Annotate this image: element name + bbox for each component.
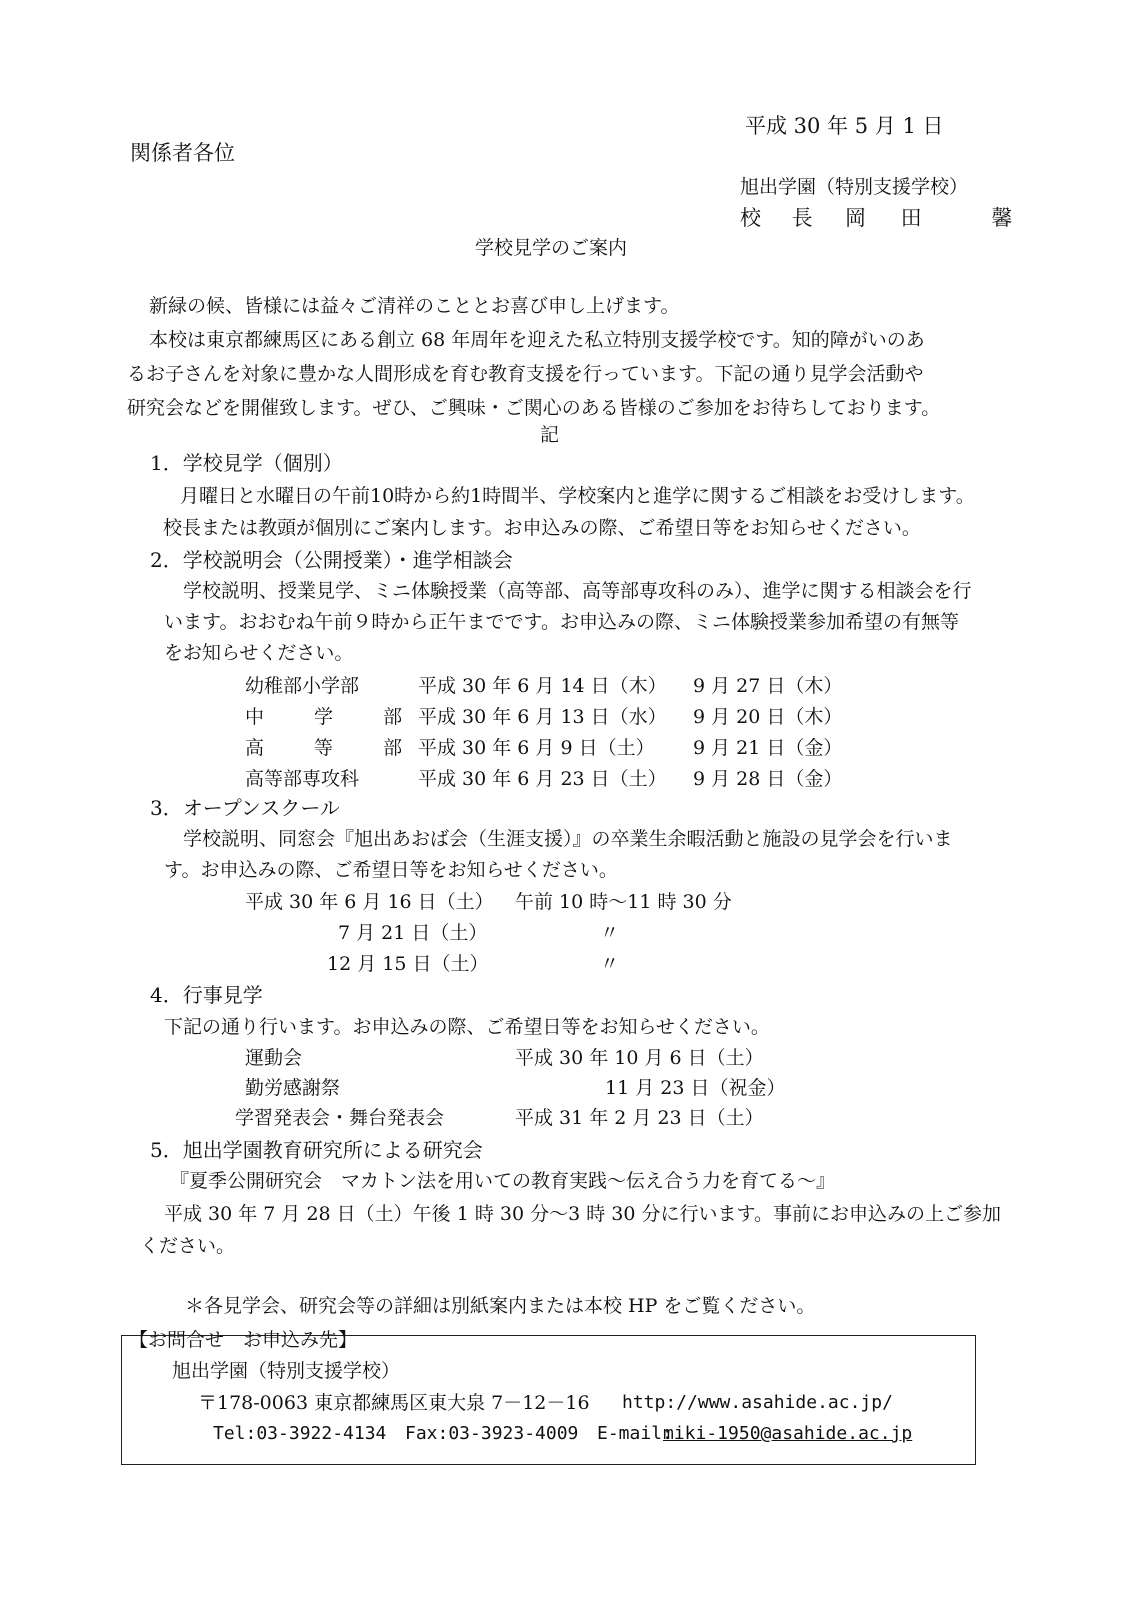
ki-marker: 記 bbox=[540, 424, 560, 446]
section-1-line: 月曜日と水曜日の午前10時から約1時間半、学校案内と進学に関するご相談をお受けします。 bbox=[180, 485, 975, 507]
open-school-date: 平成 30 年 6 月 16 日（土） bbox=[245, 891, 494, 913]
sender-title: 校 長 bbox=[740, 206, 825, 230]
section-3-line: す。お申込みの際、ご希望日等をお知らせください。 bbox=[164, 859, 618, 881]
contact-org: 旭出学園（特別支援学校） bbox=[172, 1360, 401, 1382]
event-date: 11 月 23 日（祝金） bbox=[605, 1077, 786, 1099]
sender-name: 岡 田 馨 bbox=[845, 206, 1027, 230]
section-2-line: 学校説明、授業見学、ミニ体験授業（高等部、高等部専攻科のみ）、進学に関する相談会を行 bbox=[183, 580, 972, 602]
section-2-heading: 2．学校説明会（公開授業）・進学相談会 bbox=[150, 548, 513, 572]
intro-line: るお子さんを対象に豊かな人間形成を育む教育支援を行っています。下記の通り見学会活動や bbox=[127, 363, 924, 385]
section-2-line: をお知らせください。 bbox=[164, 642, 354, 664]
schedule-dept: 中 学 部 bbox=[245, 706, 425, 728]
schedule-date-1: 平成 30 年 6 月 9 日（土） bbox=[418, 737, 655, 759]
schedule-dept: 幼稚部小学部 bbox=[245, 675, 360, 697]
schedule-dept: 高等部専攻科 bbox=[245, 768, 360, 790]
section-1-heading: 1．学校見学（個別） bbox=[150, 451, 343, 475]
greeting: 新緑の候、皆様には益々ご清祥のこととお喜び申し上げます。 bbox=[149, 295, 680, 317]
section-3-line: 学校説明、同窓会『旭出あおば会（生涯支援）』の卒業生余暇活動と施設の見学会を行いま bbox=[183, 828, 953, 850]
section-5-heading: 5．旭出学園教育研究所による研究会 bbox=[150, 1138, 483, 1162]
section-2-line: います。おおむね午前９時から正午までです。お申込みの際、ミニ体験授業参加希望の有無等 bbox=[164, 611, 959, 633]
open-school-date: 7 月 21 日（土） bbox=[338, 922, 488, 944]
letter-date: 平成 30 年 5 月 1 日 bbox=[745, 114, 944, 138]
section-3-heading: 3．オープンスクール bbox=[150, 796, 340, 820]
open-school-date: 12 月 15 日（土） bbox=[327, 953, 489, 975]
section-1-line: 校長または教頭が個別にご案内します。お申込みの際、ご希望日等をお知らせください。 bbox=[163, 517, 921, 539]
schedule-date-1: 平成 30 年 6 月 14 日（木） bbox=[418, 675, 667, 697]
page-title: 学校見学のご案内 bbox=[475, 237, 628, 259]
contact-email[interactable]: miki-1950@asahide.ac.jp bbox=[663, 1423, 913, 1444]
schedule-date-2: 9 月 20 日（木） bbox=[693, 706, 843, 728]
sender-org: 旭出学園（特別支援学校） bbox=[740, 176, 969, 198]
contact-heading: 【お問合せ お申込み先】 bbox=[129, 1329, 358, 1351]
research-title: 『夏季公開研究会 マカトン法を用いての教育実践～伝え合う力を育てる～』 bbox=[170, 1170, 836, 1192]
open-school-time: 〃 bbox=[600, 953, 620, 975]
schedule-date-2: 9 月 21 日（金） bbox=[693, 737, 843, 759]
section-5-line: 平成 30 年 7 月 28 日（土）午後 1 時 30 分～3 時 30 分に行います。事前にお申込みの上ご参加 bbox=[164, 1203, 1001, 1225]
addressee: 関係者各位 bbox=[130, 141, 235, 165]
section-5-line: ください。 bbox=[140, 1235, 236, 1257]
event-date: 平成 30 年 10 月 6 日（土） bbox=[515, 1047, 764, 1069]
open-school-time: 〃 bbox=[600, 922, 620, 944]
event-date: 平成 31 年 2 月 23 日（土） bbox=[515, 1107, 764, 1129]
event-name: 勤労感謝祭 bbox=[245, 1077, 341, 1099]
contact-url[interactable]: http://www.asahide.ac.jp/ bbox=[622, 1392, 893, 1413]
schedule-date-2: 9 月 27 日（木） bbox=[693, 675, 843, 697]
contact-fax: Fax:03-3923-4009 bbox=[405, 1423, 579, 1444]
schedule-date-1: 平成 30 年 6 月 23 日（土） bbox=[418, 768, 667, 790]
section-4-heading: 4．行事見学 bbox=[150, 983, 263, 1007]
schedule-dept: 高 等 部 bbox=[245, 737, 425, 759]
event-name: 学習発表会・舞台発表会 bbox=[235, 1107, 445, 1129]
schedule-date-1: 平成 30 年 6 月 13 日（水） bbox=[418, 706, 667, 728]
hp-note: ＊各見学会、研究会等の詳細は別紙案内または本校 HP をご覧ください。 bbox=[185, 1295, 816, 1317]
event-name: 運動会 bbox=[245, 1047, 303, 1069]
intro-line: 研究会などを開催致します。ぜひ、ご興味・ご関心のある皆様のご参加をお待ちしております。 bbox=[127, 397, 941, 419]
contact-email-label: E-mail: bbox=[597, 1423, 673, 1444]
contact-address: 〒178-0063 東京都練馬区東大泉 7－12－16 bbox=[198, 1392, 590, 1414]
schedule-date-2: 9 月 28 日（金） bbox=[693, 768, 843, 790]
contact-tel: Tel:03-3922-4134 bbox=[213, 1423, 387, 1444]
open-school-time: 午前 10 時～11 時 30 分 bbox=[515, 891, 732, 913]
section-4-line: 下記の通り行います。お申込みの際、ご希望日等をお知らせください。 bbox=[164, 1016, 770, 1038]
intro-line: 本校は東京都練馬区にある創立 68 年周年を迎えた私立特別支援学校です。知的障がいのあ bbox=[149, 329, 925, 351]
